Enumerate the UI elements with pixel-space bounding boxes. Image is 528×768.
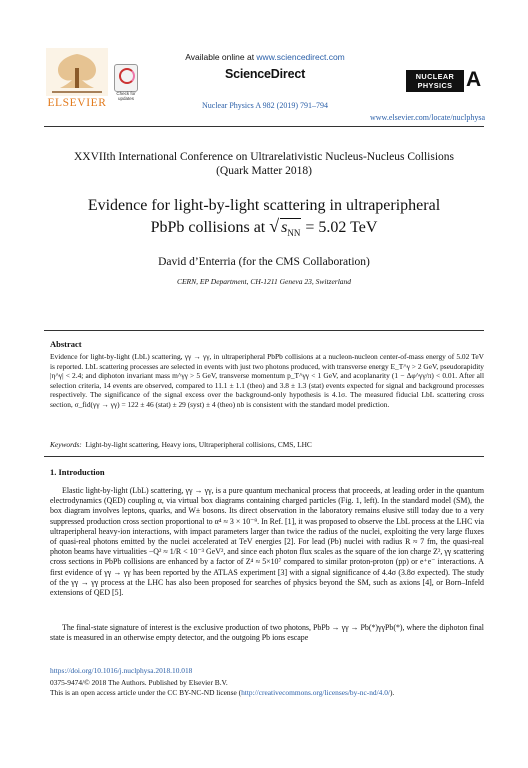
- license-statement: This is an open access article under the CC BY-NC-ND license (http://creativecommons.org/licenses/by-nc-nd/4.0/).: [50, 688, 395, 697]
- license-link[interactable]: http://creativecommons.org/licenses/by-nc-nd/4.0/: [241, 688, 390, 697]
- keywords: Keywords: Light-by-light scattering, Heavy ions, Ultraperipheral collisions, CMS, LHC: [50, 440, 312, 449]
- doi-link[interactable]: https://doi.org/10.1016/j.nuclphysa.2018.10.018: [50, 666, 193, 675]
- journal-homepage-link[interactable]: www.elsevier.com/locate/nuclphysa: [370, 113, 485, 122]
- journal-reference[interactable]: Nuclear Physics A 982 (2019) 791–794: [202, 101, 328, 110]
- check-for-updates-label: Check for updates: [116, 91, 136, 101]
- check-for-updates-icon[interactable]: [114, 64, 138, 92]
- elsevier-tree-logo: [46, 48, 108, 96]
- abstract-heading: Abstract: [50, 339, 82, 349]
- paper-title: Evidence for light-by-light scattering in ultraperipheral PbPb collisions at √ $s_{NN} = 5.02$ TeV: [87, 197, 441, 239]
- conference-name: XXVIIth International Conference on Ultrarelativistic Nucleus-Nucleus Collisions (Quark Matter 2018): [73, 151, 455, 177]
- header-divider: [44, 126, 484, 127]
- publisher-name: ELSEVIER: [47, 97, 107, 109]
- sciencedirect-link[interactable]: www.sciencedirect.com: [256, 52, 345, 62]
- author-line: David d’Enterria (for the CMS Collaboration): [158, 256, 370, 268]
- abstract-bottom-divider: [44, 456, 484, 457]
- nuclear-physics-a-logo: [406, 70, 482, 92]
- abstract-text: Evidence for light-by-light (LbL) scattering, γγ → γγ, in ultraperipheral PbPb collisions at a nucleon-nucleon center-of-mass energy of 5.02 TeV is reported. LbL scattering processes are selected in events with just two photons produced, with transverse energy E_T^γ > 2 GeV, pseudorapidity |η^γ| < 2.4; and diphoton invariant mass m^γγ > 5 GeV, transverse momentum p_T^γγ < 1 GeV, and acoplanarity (1 − Δφ^γγ/π) < 0.01. After all selection criteria, 14 events are observed, compared to 11.1 ± 1.1 (theo) and 3.8 ± 1.3 (stat) events expected for signal and background processes respectively. The significance of the signal excess over the background-only hypothesis is 4.1σ. The measured fiducial LbL scattering cross section, σ_fid(γγ → γγ) = 122 ± 46 (stat) ± 29 (syst) ± 4 (theo) nb is consistent with the standard model prediction.: [50, 352, 484, 409]
- introduction-paragraph-1: Elastic light-by-light (LbL) scattering, γγ → γγ, is a pure quantum mechanical process that proceeds, at leading order in the quantum electrodynamics (QED) coupling α, via virtual box diagrams containing charged particles (Fig. 1, left). In the standard model (SM), the box diagram involves leptons, quarks, and W± bosons. Its direct observation in the laboratory remains elusive still today due to a very suppressed production cross section proportional to α⁴ ≈ 3 × 10⁻⁹. In Ref. [1], it was proposed to observe the LbL process at the LHC via ultraperipheral heavy-ion interactions, with impact parameters larger than twice the radius of the nuclei, exploiting the very large fluxes of quasi-real photons emitted by the nuclei accelerated at TeV energies [2]. For lead (Pb) nuclei with radius R ≈ 7 fm, the quasi-real photon beams have virtualities −Q² ≈ 1/R < 10⁻³ GeV², and since each photon flux scales as the square of the ion charge Z², γγ scattering cross sections in PbPb collisions are enhanced by a factor of Z⁴ ≈ 5×10⁷ compared to similar proton-proton (pp) or e⁺e⁻ interactions. A first evidence of γγ → γγ has been reported by the ATLAS experiment [3] with a signal significance of 4.4σ (3.8σ expected). The study of the γγ → γγ process at the LHC has also been proposed for searches of physics beyond the SM, such as axions [4], or Born–Infeld extensions of QED [5].: [50, 486, 484, 598]
- issn-copyright: 0375-9474/© 2018 The Authors. Published by Elsevier B.V.: [50, 678, 228, 687]
- introduction-paragraph-2: The final-state signature of interest is the exclusive production of two photons, PbPb → γγ → Pb(*)γγPb(*), where the diphoton final state is measured in an otherwise empty detector, and the outgoing Pb ions escape: [50, 623, 484, 643]
- available-online: Available online at www.sciencedirect.com: [185, 52, 345, 62]
- journal-logo-text: NUCLEAR PHYSICS: [406, 70, 464, 92]
- abstract-top-divider: [44, 330, 484, 331]
- journal-logo-letter: A: [466, 68, 482, 91]
- sciencedirect-wordmark: ScienceDirect: [224, 67, 306, 81]
- section-heading-introduction: 1. Introduction: [50, 467, 105, 477]
- affiliation: CERN, EP Department, CH-1211 Geneva 23, Switzerland: [176, 277, 352, 286]
